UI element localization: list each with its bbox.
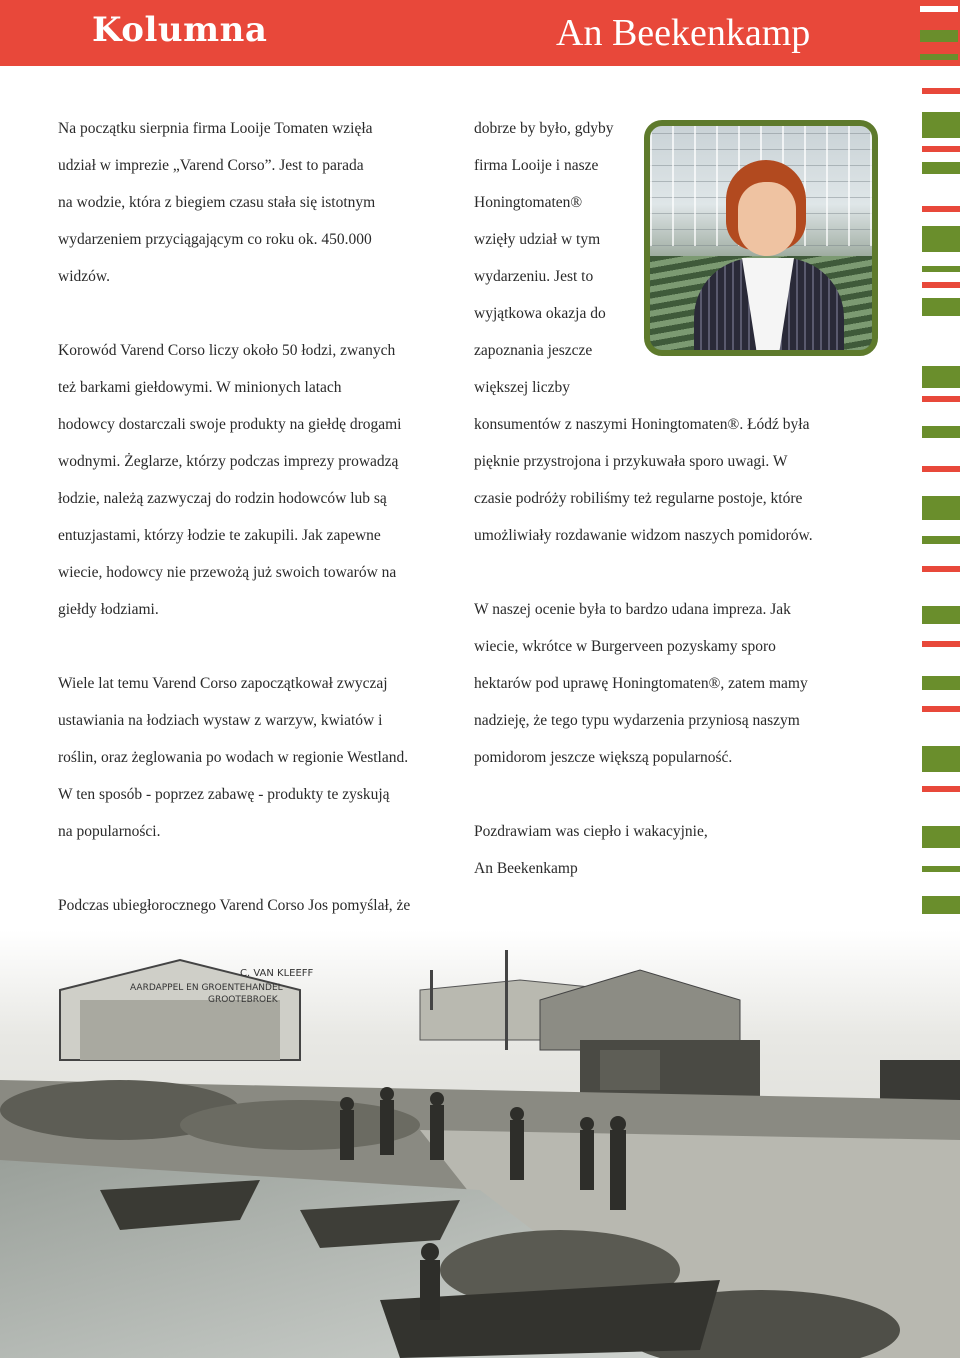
paragraph-gap <box>58 850 468 887</box>
text-line: Wiele lat temu Varend Corso zapoczątkował zwyczaj <box>58 675 388 692</box>
text-line: Honingtomaten® <box>474 194 583 211</box>
stripe <box>922 396 960 402</box>
stripe <box>922 536 960 544</box>
stripe <box>922 226 960 252</box>
text-line: ustawiania na łodziach wystaw z warzyw, kwiatów i <box>58 712 383 729</box>
text-line: większej liczby <box>474 379 570 396</box>
text-line: wzięły udział w tym <box>474 231 601 248</box>
stripe <box>922 676 960 690</box>
stripe <box>922 706 960 712</box>
stripe <box>922 298 960 316</box>
stripe <box>922 641 960 647</box>
text-line: pomidorom jeszcze większą popularność. <box>474 749 733 766</box>
sign-line-2: AARDAPPEL EN GROENTEHANDEL <box>130 983 283 993</box>
stripe <box>922 566 960 572</box>
text-line: Podczas ubiegłorocznego Varend Corso Jos pomyślał, że <box>58 897 411 914</box>
text-line: wyjątkowa okazja do <box>474 305 606 322</box>
text-line: hodowcy dostarczali swoje produkty na giełdę drogami <box>58 416 402 433</box>
text-line: pięknie przystrojona i przykuwała sporo uwagi. W <box>474 453 788 470</box>
text-line: W naszej ocenie była to bardzo udana impreza. Jak <box>474 601 791 618</box>
text-line: łodzie, należą zazwyczaj do rodzin hodowców lub są <box>58 490 387 507</box>
text-line: hektarów pod uprawę Honingtomaten®, zatem mamy <box>474 675 808 692</box>
text-line: W ten sposób - poprzez zabawę - produkty te zyskują <box>58 786 390 803</box>
stripe <box>922 88 960 94</box>
stripe <box>922 426 960 438</box>
text-line: Pozdrawiam was ciepło i wakacyjnie, <box>474 823 708 840</box>
stripe <box>922 366 960 388</box>
author-name: An Beekenkamp <box>556 12 811 54</box>
text-line: widzów. <box>58 268 110 285</box>
stripe <box>922 786 960 792</box>
stripe <box>922 826 960 848</box>
text-line: na popularności. <box>58 823 161 840</box>
stripe <box>922 466 960 472</box>
text-line: umożliwiały rozdawanie widzom naszych pomidorów. <box>474 527 813 544</box>
text-line: na wodzie, która z biegiem czasu stała się istotnym <box>58 194 376 211</box>
text-line: entuzjastami, którzy łodzie te zakupili. Jak zapewne <box>58 527 381 544</box>
page-header <box>0 0 960 66</box>
section-title: Kolumna <box>92 10 268 50</box>
text-line: udział w imprezie „Varend Corso”. Jest to parada <box>58 157 364 174</box>
author-photo <box>644 120 878 356</box>
text-line: czasie podróży robiliśmy też regularne postoje, które <box>474 490 803 507</box>
paragraph-gap <box>58 295 468 332</box>
text-line: zapoznania jeszcze <box>474 342 593 359</box>
stripe <box>922 206 960 212</box>
article-left-column <box>58 110 468 924</box>
sign-line-3: GROOTEBROEK <box>208 995 278 1005</box>
stripe <box>922 266 960 272</box>
stripe <box>922 282 960 288</box>
text-line: firma Looije i nasze <box>474 157 599 174</box>
text-line: nadzieję, że tego typu wydarzenia przyniosą naszym <box>474 712 800 729</box>
text-line: wydarzeniem przyciągającym co roku ok. 450.000 <box>58 231 372 248</box>
text-line: konsumentów z naszymi Honingtomaten®. Łódź była <box>474 416 810 433</box>
paragraph-gap <box>474 776 874 813</box>
text-line: Na początku sierpnia firma Looije Tomaten wzięła <box>58 120 373 137</box>
sign-line-1: C. VAN KLEEFF <box>240 968 314 979</box>
stripe <box>922 746 960 772</box>
text-line: roślin, oraz żeglowania po wodach w regionie Westland. <box>58 749 409 766</box>
paragraph-gap <box>58 628 468 665</box>
stripe <box>922 496 960 520</box>
stripe <box>922 606 960 624</box>
text-line: wydarzeniu. Jest to <box>474 268 594 285</box>
text-line: też barkami giełdowymi. W minionych latach <box>58 379 342 396</box>
paragraph-gap <box>474 554 874 591</box>
text-line: Korowód Varend Corso liczy około 50 łodzi, zwanych <box>58 342 396 359</box>
text-line: giełdy łodziami. <box>58 601 159 618</box>
text-line: wiecie, wkrótce w Burgerveen pozyskamy sporo <box>474 638 776 655</box>
stripe <box>922 162 960 174</box>
archive-photo <box>0 930 960 1358</box>
stripe <box>922 112 960 138</box>
text-line: An Beekenkamp <box>474 860 578 877</box>
stripe <box>922 866 960 872</box>
header-stripes <box>920 0 960 66</box>
stripe <box>922 896 960 914</box>
text-line: wodnymi. Żeglarze, którzy podczas imprezy prowadzą <box>58 453 399 470</box>
stripe <box>922 146 960 152</box>
text-line: dobrze by było, gdyby <box>474 120 614 137</box>
text-line: wiecie, hodowcy nie przewożą już swoich towarów na <box>58 564 397 581</box>
